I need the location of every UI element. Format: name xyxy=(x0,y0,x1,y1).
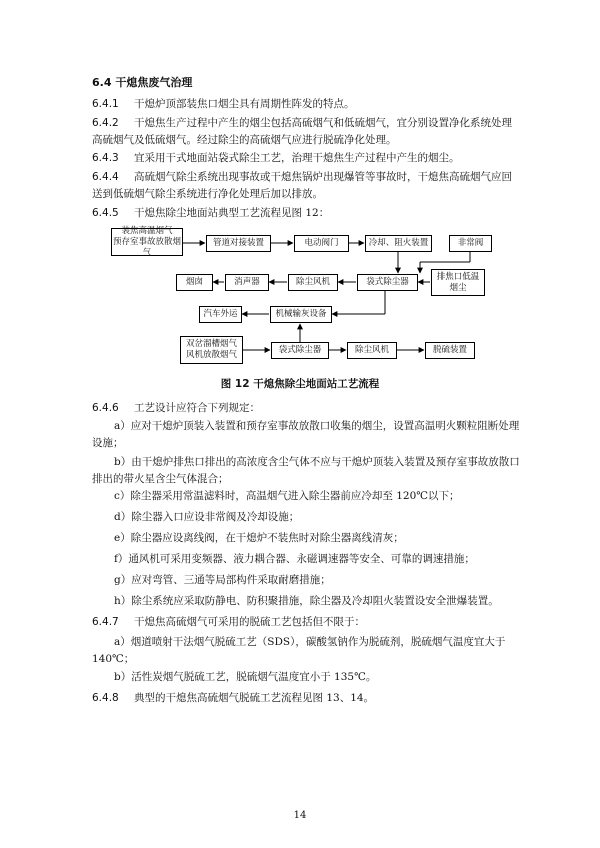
clause-number: 6.4.5 xyxy=(92,207,119,219)
clause-6-4-3 xyxy=(92,150,522,167)
box-dust-fan-1: 除尘风机 xyxy=(288,274,338,291)
clause-number: 6.4.8 xyxy=(92,692,119,704)
list-item: d）除尘器入口应设非常阀及冷却设施； xyxy=(114,511,300,523)
list-item: h）除尘系统应采取防静电、防积聚措施，除尘器及冷却阻火装置设安全泄爆装置。 xyxy=(114,595,499,607)
clause-text: 干熄炉顶部装焦口烟尘具有周期性阵发的特点。 xyxy=(134,98,355,110)
list-item: b）活性炭烟气脱硫工艺，脱硫烟气温度宜小于 135℃。 xyxy=(114,671,377,683)
clause-number: 6.4.3 xyxy=(92,152,119,164)
clause-number: 6.4.1 xyxy=(92,98,119,110)
clause-number: 6.4.7 xyxy=(92,616,119,628)
figure-caption: 图 12 干熄焦除尘地面站工艺流程 xyxy=(220,378,380,390)
box-pipe-docking: 管道对接装置 xyxy=(206,235,271,252)
box-desulfurization: 脱硫装置 xyxy=(425,342,475,359)
box-emergency-valve: 非常阀 xyxy=(449,235,492,252)
clause-text: 干熄焦除尘地面站典型工艺流程见图 12： xyxy=(134,207,330,219)
clause-number: 6.4.2 xyxy=(92,117,119,129)
list-item: c）除尘器采用常温滤料时，高温烟气进入除尘器前应冷却至 120℃以下； xyxy=(114,490,460,502)
box-low-temp-source: 排焦口低温 烟尘 xyxy=(431,269,485,296)
clause-text: 干熄焦生产过程中产生的烟尘包括高硫烟气和低硫烟气，宜分别设置净化系统处理高硫烟气及低硫烟气。经过除尘的高硫烟气应进行脱硫净化处理。 xyxy=(92,117,512,146)
box-cooling-flame-arrester: 冷却、阻火装置 xyxy=(365,235,432,252)
clause-text: 高硫烟气除尘系统出现事故或干熄焦锅炉出现爆管等事故时，干熄焦高硫烟气应回送到低硫烟气除尘系统进行净化处理后加以排放。 xyxy=(92,171,512,200)
box-silencer: 消声器 xyxy=(225,274,269,291)
clause-6-4-4 xyxy=(92,169,522,203)
clause-6-4-7 xyxy=(92,614,522,631)
box-high-temp-source: 装焦高温烟气 预存室事故放散烟气 xyxy=(112,225,181,258)
list-item: b）由干熄炉排焦口排出的高浓度含尘气体不应与干熄炉顶装入装置及预存室事故放散口排出的带火星含尘气体混合； xyxy=(92,456,520,485)
clause-6-4-5 xyxy=(92,205,522,222)
list-item: g）应对弯管、三通等局部构件采取耐磨措施； xyxy=(114,574,331,586)
clause-6-4-8 xyxy=(92,690,522,707)
clause-6-4-2 xyxy=(92,115,522,149)
box-electric-valve: 电动阀门 xyxy=(294,235,349,252)
list-item: a）烟道喷射干法烟气脱硫工艺（SDS），碳酸氢钠作为脱硫剂，脱硫烟气温度宜大于 140℃； xyxy=(92,636,506,665)
box-bag-filter-1: 袋式除尘器 xyxy=(357,274,418,291)
clause-text: 典型的干熄焦高硫烟气脱硫工艺流程见图 13、14。 xyxy=(134,692,375,704)
box-bag-filter-2: 袋式除尘器 xyxy=(271,342,329,359)
clause-text: 干熄焦高硫烟气可采用的脱硫工艺包括但不限于： xyxy=(134,616,365,628)
box-ash-conveyor: 机械输灰设备 xyxy=(270,306,332,323)
list-item: f）通风机可采用变频器、液力耦合器、永磁调速器等安全、可靠的调速措施； xyxy=(114,553,475,565)
list-item: e）除尘器应设离线阀，在干熄炉不装焦时对除尘器离线清灰； xyxy=(114,532,404,544)
clause-number: 6.4.6 xyxy=(92,402,119,414)
clause-text: 工艺设计应符合下列规定： xyxy=(134,402,260,414)
clause-6-4-6 xyxy=(92,400,522,417)
list-item: a）应对干熄炉顶装入装置和预存室事故放散口收集的烟尘，设置高温明火颗粒阻断处理设施； xyxy=(92,420,520,449)
box-trough-fan-source: 双岔溜槽烟气 风机放散烟气 xyxy=(180,336,243,364)
clause-text: 宜采用干式地面站袋式除尘工艺，治理干熄焦生产过程中产生的烟尘。 xyxy=(134,152,460,164)
box-dust-fan-2: 除尘风机 xyxy=(347,342,397,359)
box-chimney: 烟囱 xyxy=(176,274,213,291)
clause-number: 6.4.4 xyxy=(92,171,119,183)
section-heading: 6.4 干熄焦废气治理 xyxy=(92,76,193,89)
box-truck-transport: 汽车外运 xyxy=(199,306,242,323)
page-number: 14 xyxy=(293,810,307,821)
clause-6-4-1 xyxy=(92,96,522,113)
